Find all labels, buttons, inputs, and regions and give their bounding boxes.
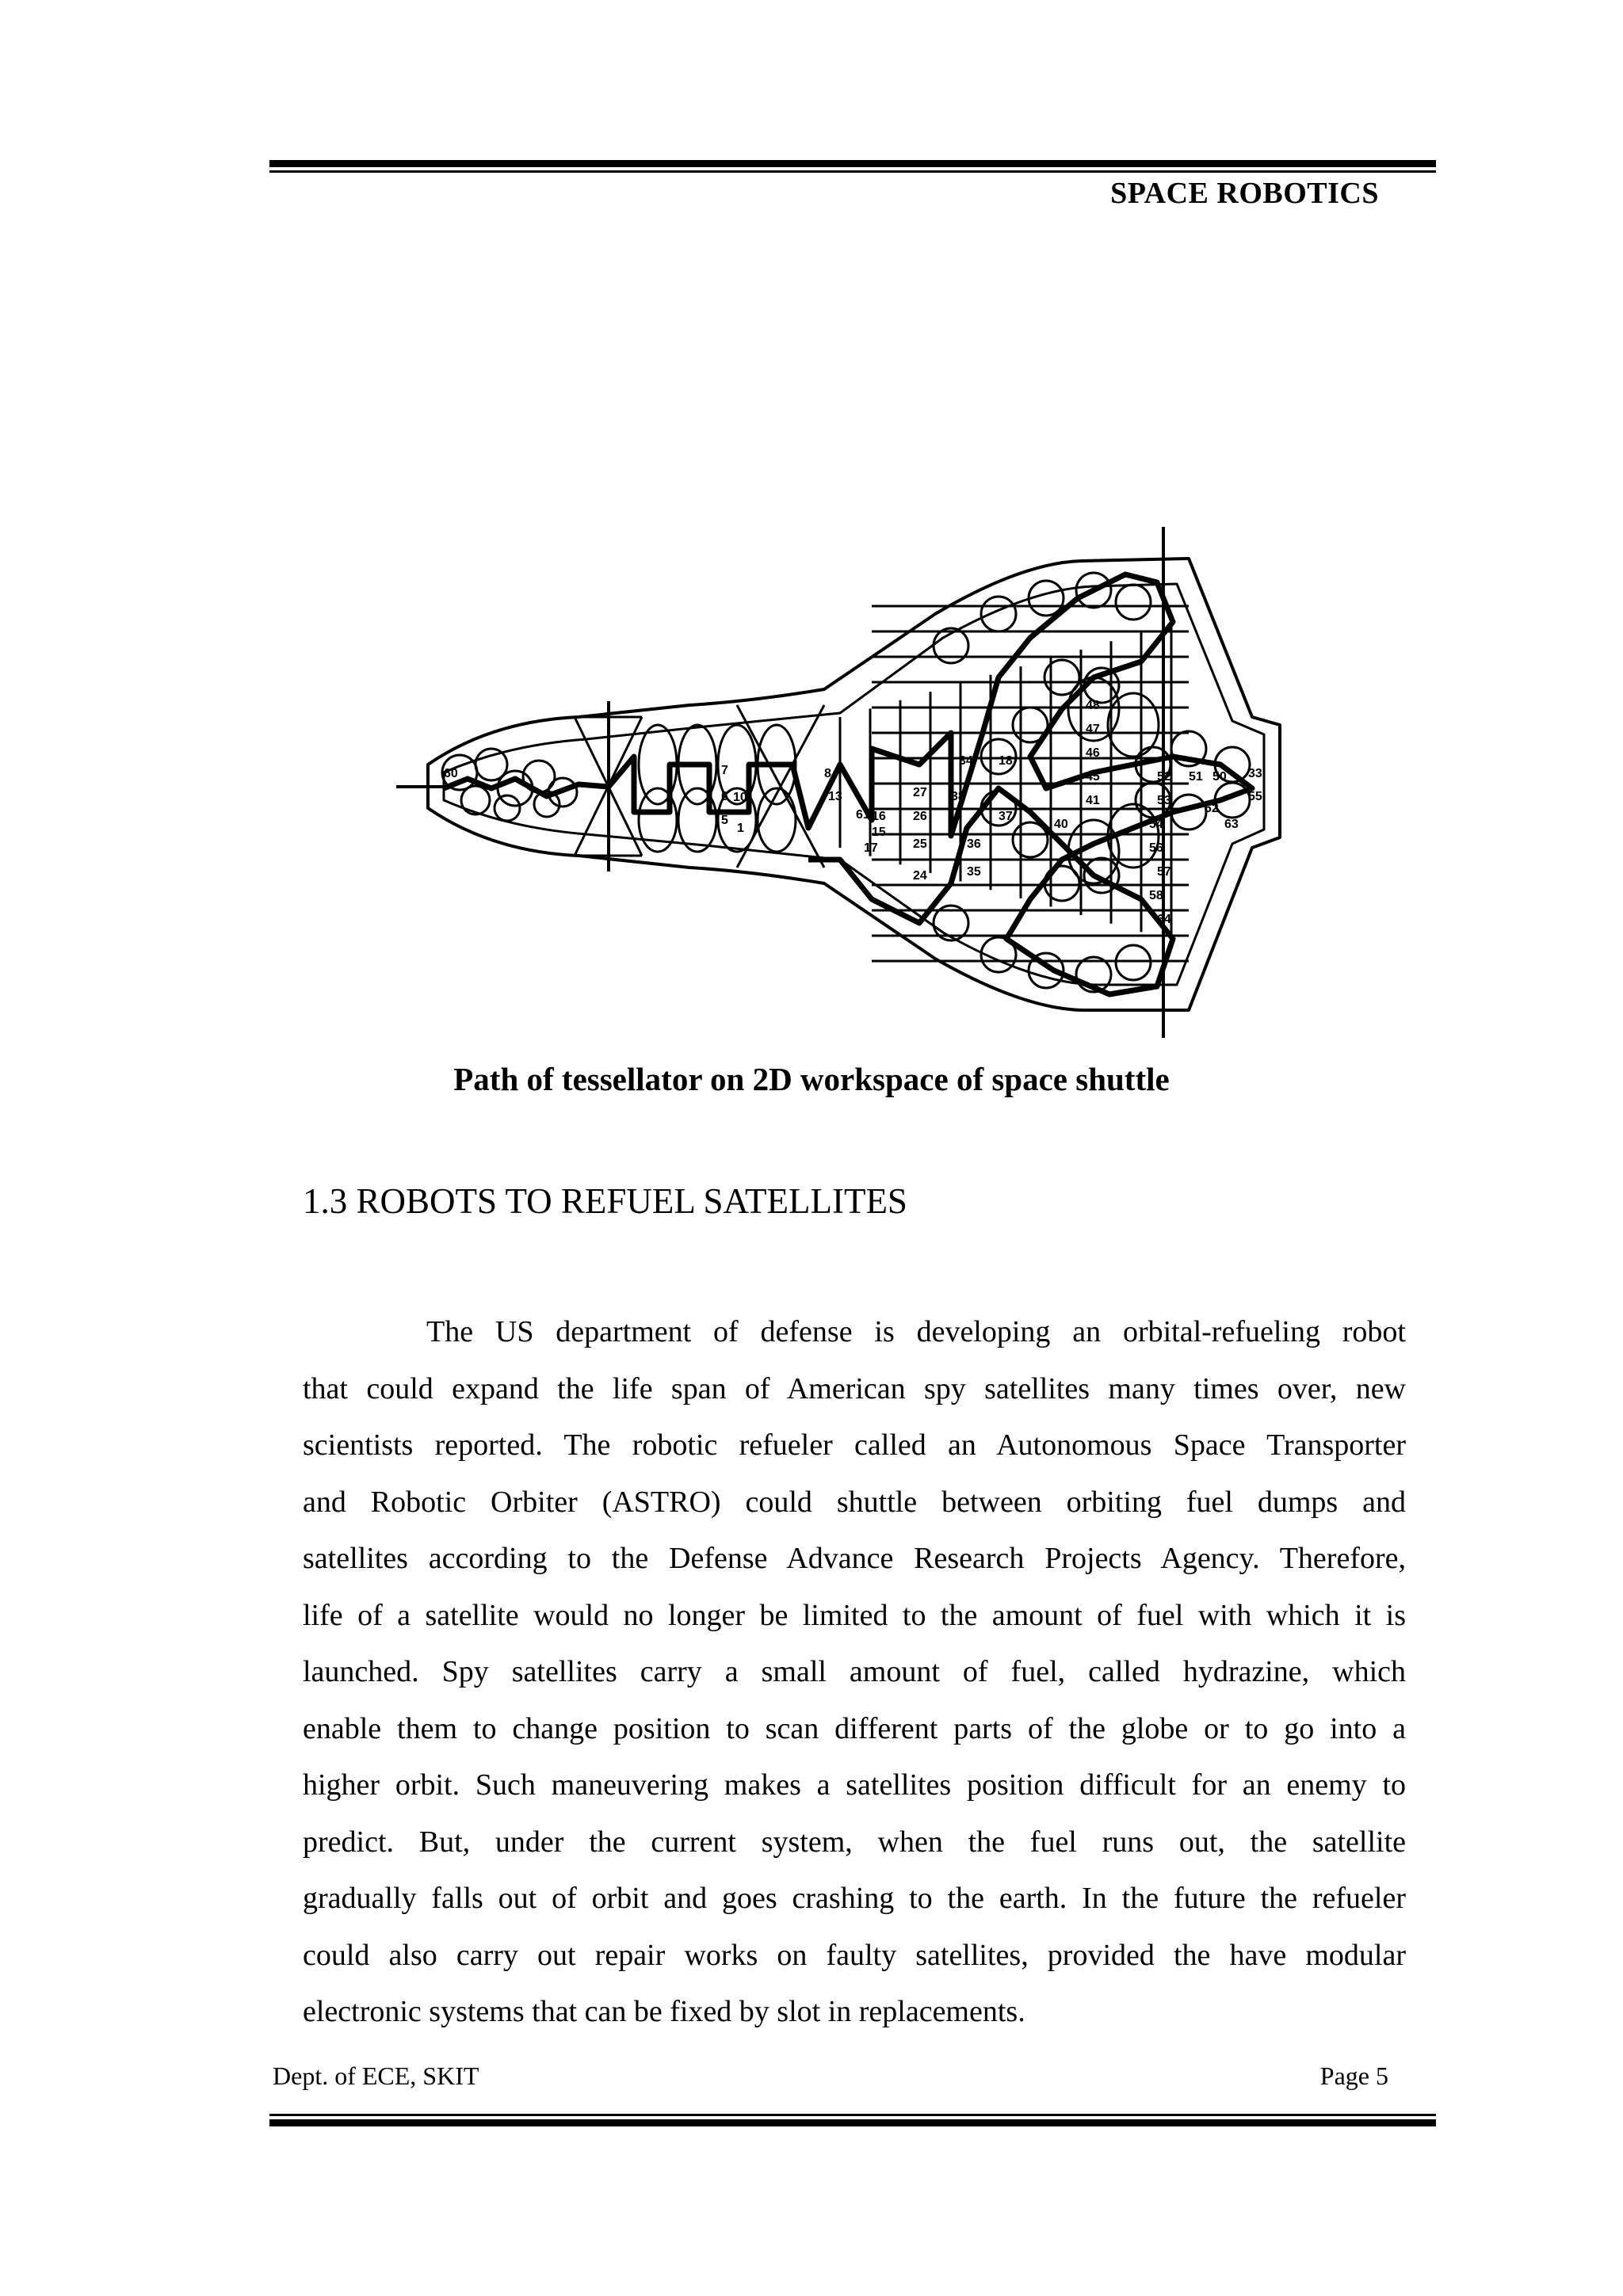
body-line: satellites according to the Defense Advance Research Projects Agency. Therefore, [303,1542,1406,1575]
cell-label: 41 [1086,794,1100,807]
cell-label: 24 [913,869,927,883]
cell-label: 46 [1086,746,1100,760]
cell-label: 37 [999,810,1013,823]
shuttle-diagram [396,527,1284,1038]
cell-label: 25 [913,837,927,851]
cell-label: 6 [721,790,728,803]
cell-label: 45 [1086,770,1100,784]
body-line: enable them to change position to scan different parts of the globe or to go into a [303,1711,1406,1745]
body-line: predict. But, under the current system, when the fuel runs out, the satellite [303,1825,1406,1859]
cell-label: 48 [1086,699,1100,712]
cell-label: 52 [1157,770,1171,784]
cell-label: 10 [733,791,747,804]
tessellation-cell [1116,585,1151,620]
cell-label: 1 [737,822,744,835]
body-line: launched. Spy satellites carry a small amount of fuel, called hydrazine, which [303,1655,1406,1688]
cell-label: 35 [967,865,981,879]
cell-label: 47 [1086,723,1100,736]
cell-label: 15 [872,826,886,839]
cell-label: 55 [1248,790,1262,803]
footer-rule-thin [269,2114,1436,2116]
cell-label: 50 [1212,770,1227,784]
cell-label: 40 [1054,818,1068,831]
cell-label: 34 [959,754,973,768]
body-line: scientists reported. The robotic refueler called an Autonomous Space Transporter [303,1428,1406,1462]
body-line: gradually falls out of orbit and goes crashing to the earth. In the future the refueler [303,1882,1406,1915]
cell-label: 58 [1149,889,1163,902]
cell-label: 51 [1189,770,1203,784]
body-line: could also carry out repair works on faulty satellites, provided the have modular [303,1938,1406,1972]
cell-label: 7 [721,764,728,777]
body-line: that could expand the life span of American spy satellites many times over, new [303,1371,1406,1405]
header-rule-thin [269,170,1436,173]
cell-label: 60 [444,767,458,780]
body-line: and Robotic Orbiter (ASTRO) could shuttle between orbiting fuel dumps and [303,1485,1406,1519]
cell-label: 57 [1157,865,1171,879]
cell-label: 38 [951,790,965,803]
cell-label: 54 [1149,818,1163,831]
section-heading: 1.3 ROBOTS TO REFUEL SATELLITES [303,1181,907,1221]
body-line: electronic systems that can be fixed by slot in replacements. [303,1995,1025,2028]
shuttle-tessellation-figure [396,527,1284,1038]
footer-page-number: Page 5 [1319,2061,1388,2090]
body-line: The US department of defense is developing an orbital-refueling robot [426,1315,1406,1348]
footer-rule-thick [269,2119,1436,2126]
cell-label: 13 [828,790,842,803]
cell-label: 64 [1157,913,1171,926]
tessellation-cell [1116,945,1151,980]
tessellation-cells [442,573,1250,992]
footer-department: Dept. of ECE, SKIT [273,2061,479,2090]
cell-label: 26 [913,810,927,823]
cell-label: 17 [864,841,878,855]
cell-label: 8 [824,767,831,780]
cell-label: 63 [1224,818,1239,831]
cell-label: 62 [1205,802,1219,815]
header-rule-thick [269,160,1436,167]
tessellation-cell [495,795,520,821]
cell-label: 5 [721,814,728,827]
cell-label: 56 [1149,841,1163,855]
tessellation-cell [461,786,490,814]
tessellation-cell [981,597,1016,631]
cell-label: 36 [967,837,981,851]
body-line: life of a satellite would no longer be limited to the amount of fuel with which it is [303,1598,1406,1632]
figure-caption: Path of tessellator on 2D workspace of space shuttle [453,1061,1170,1097]
cell-label: 16 [872,810,886,823]
cell-label: 53 [1157,794,1171,807]
cell-label: 27 [913,786,927,799]
cell-label: 33 [1248,767,1262,780]
cell-label: 61 [856,808,870,822]
body-line: higher orbit. Such maneuvering makes a satellites position difficult for an enemy to [303,1768,1406,1802]
cell-label: 18 [999,754,1013,768]
running-header: SPACE ROBOTICS [1110,177,1379,210]
body-paragraph [303,1304,1406,2041]
